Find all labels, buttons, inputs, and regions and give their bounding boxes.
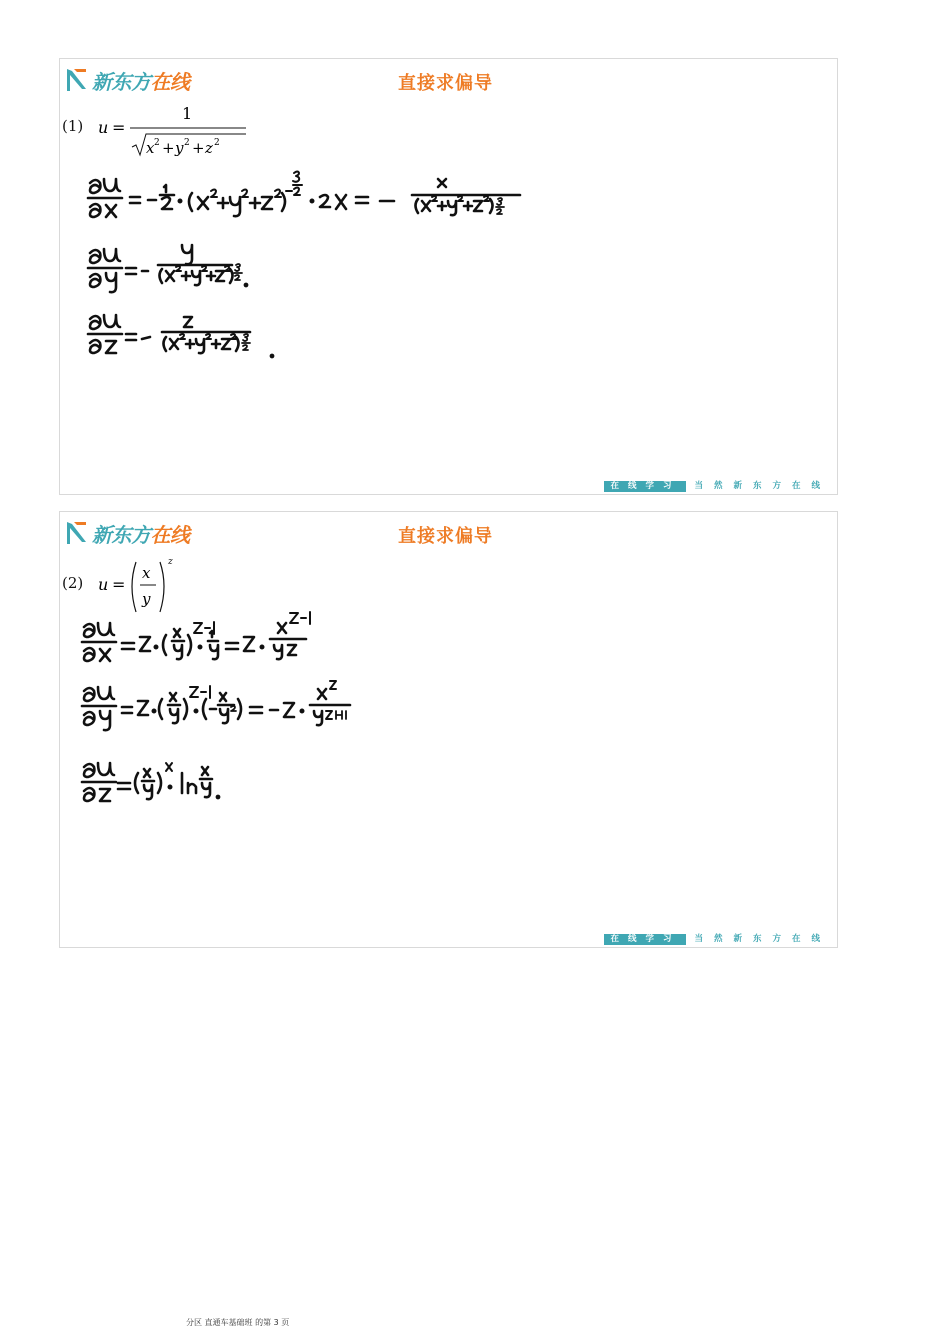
svg-text:u: u — [98, 575, 109, 594]
problem-formula — [96, 101, 256, 159]
svg-text:1: 1 — [182, 104, 193, 123]
svg-text:y: y — [175, 139, 184, 157]
svg-text:y: y — [142, 590, 151, 608]
hand-line-dudx — [82, 612, 310, 661]
brand-wordmark: 新东方在线 — [92, 522, 190, 547]
svg-text:x: x — [146, 139, 155, 157]
page-footer: 分区 直通车基础班 的第 3 页 — [186, 1318, 290, 1327]
svg-text:+: + — [192, 139, 205, 157]
footer-tag: 在线学习 — [604, 481, 686, 492]
slide-footer — [604, 481, 831, 492]
svg-text:=: = — [112, 118, 126, 137]
slide-footer — [604, 934, 831, 945]
slide-title: 直接求偏导 — [398, 73, 493, 94]
slide-1 — [59, 58, 838, 495]
brand-logo — [64, 63, 190, 97]
slide-2 — [59, 511, 838, 948]
problem-label: (2) — [62, 574, 84, 592]
svg-text:x: x — [142, 564, 151, 582]
footer-motto: 当然新东方在线 — [694, 934, 831, 944]
brand-wordmark: 新东方在线 — [92, 69, 190, 94]
handwritten-solution — [80, 169, 580, 379]
svg-text:2: 2 — [184, 138, 190, 148]
hand-line-dudz — [88, 315, 273, 357]
svg-text:+: + — [162, 139, 175, 157]
hand-line-dudz — [82, 763, 219, 801]
brand-logo — [64, 516, 190, 550]
footer-tag: 在线学习 — [604, 934, 686, 945]
hand-line-dudx — [88, 172, 520, 218]
brand-logo-icon — [64, 518, 90, 548]
problem-label: (1) — [62, 117, 84, 135]
svg-text:=: = — [112, 575, 126, 594]
handwritten-solution — [74, 607, 474, 817]
svg-text:2: 2 — [214, 138, 220, 148]
svg-text:2: 2 — [154, 138, 160, 148]
footer-motto: 当然新东方在线 — [694, 481, 831, 491]
brand-logo-icon — [64, 65, 90, 95]
svg-text:u: u — [98, 118, 109, 137]
slide-title: 直接求偏导 — [398, 526, 493, 547]
svg-text:z: z — [168, 557, 173, 567]
hand-line-dudy — [82, 681, 350, 730]
hand-line-dudy — [88, 245, 247, 292]
svg-text:z: z — [205, 139, 213, 157]
